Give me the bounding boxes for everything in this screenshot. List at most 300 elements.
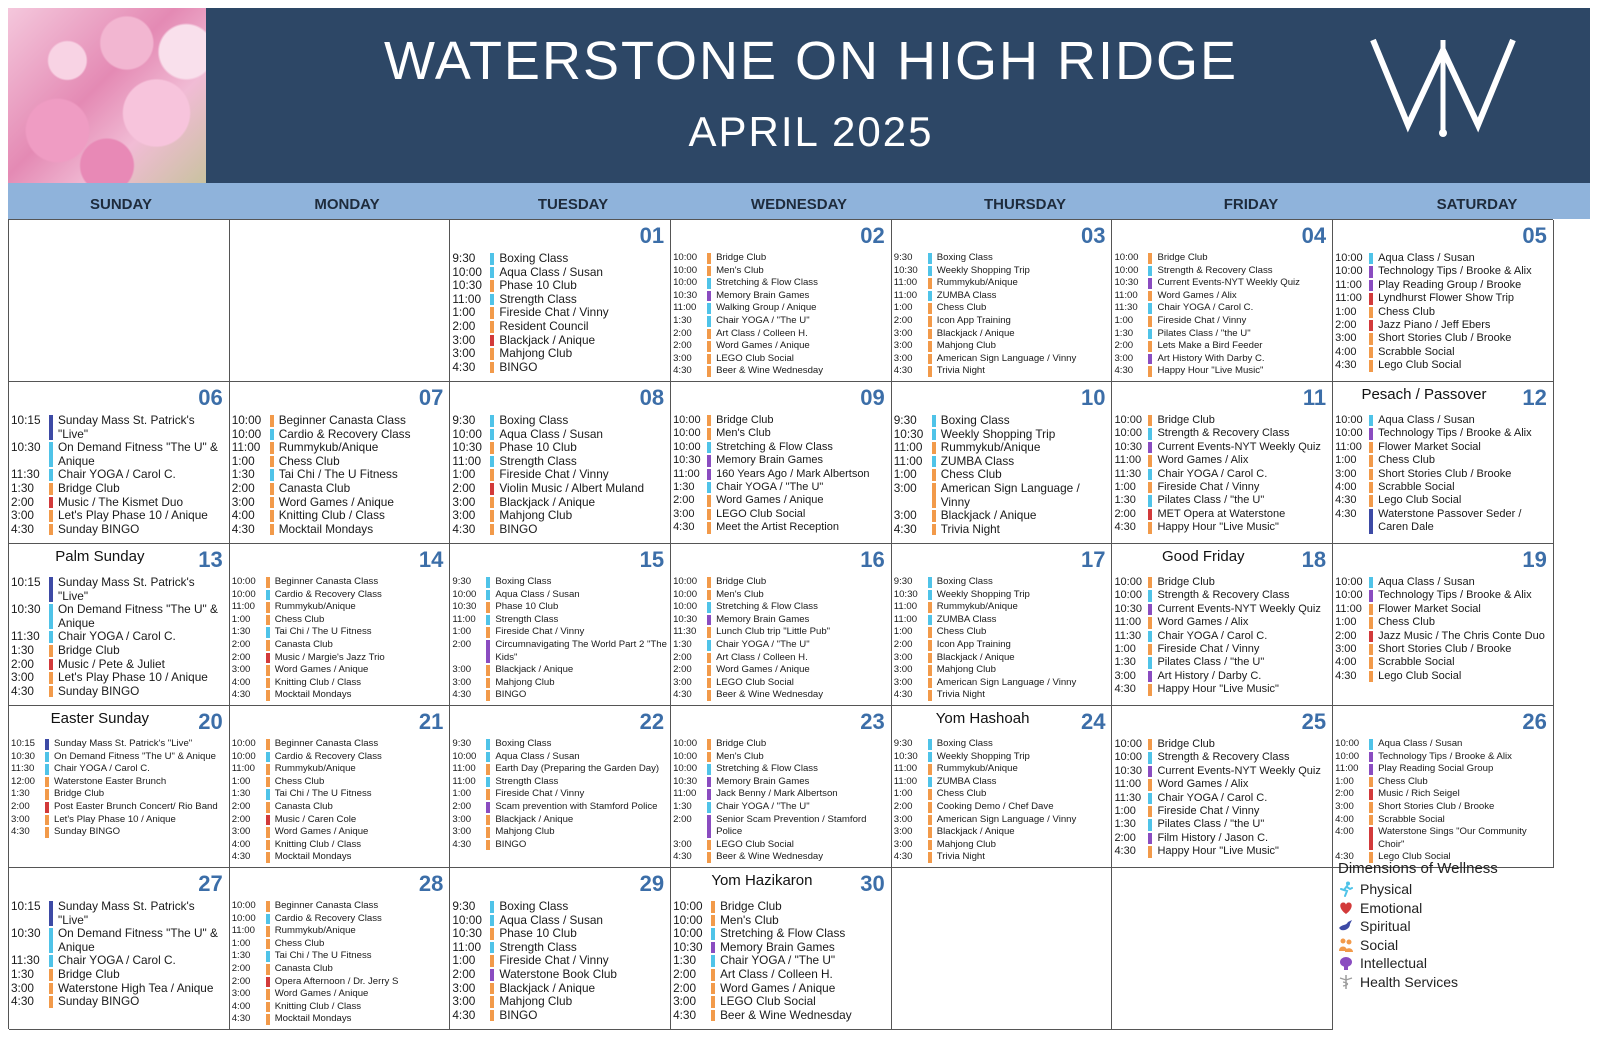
category-color-bar: [490, 983, 494, 995]
category-color-bar: [490, 510, 494, 522]
event-name: Circumnavigating The World Part 2 "The Kids": [495, 638, 667, 663]
category-color-bar: [266, 914, 270, 925]
event-name: Rummykub/Anique: [936, 763, 1018, 775]
category-color-bar: [266, 752, 270, 763]
event-item: [1114, 427, 1330, 440]
event-list: [452, 414, 668, 536]
event-item: [673, 776, 889, 789]
category-color-bar: [490, 942, 494, 954]
event-item: [673, 626, 889, 639]
category-color-bar: [1148, 266, 1152, 277]
event-time: 1:00: [452, 467, 476, 482]
event-item: [11, 814, 227, 827]
category-color-bar: [1148, 671, 1152, 682]
event-name: Lego Club Social: [1378, 851, 1451, 863]
event-item: [11, 468, 227, 482]
category-color-bar: [1369, 577, 1373, 588]
category-color-bar: [486, 764, 490, 775]
event-name: Men's Club: [716, 264, 764, 276]
event-name: Word Games / Alix: [1157, 289, 1237, 301]
category-color-bar: [1369, 631, 1373, 642]
event-item: [673, 365, 889, 378]
event-time: 10:15: [11, 899, 41, 913]
legend-item-emotional: [1338, 899, 1553, 918]
event-item: [452, 738, 668, 751]
event-item: [894, 315, 1110, 328]
category-color-bar: [1148, 819, 1152, 830]
event-item: [1335, 346, 1551, 359]
event-list: [1335, 576, 1551, 683]
category-color-bar: [928, 840, 932, 851]
event-time: 10:15: [11, 575, 41, 589]
event-name: Strength & Recovery Class: [1157, 427, 1290, 440]
day-number: 21: [418, 709, 444, 734]
event-time: 10:00: [1114, 576, 1142, 588]
event-time: 11:00: [673, 302, 697, 314]
event-time: 10:30: [673, 289, 698, 301]
event-name: Art Class / Colleen H.: [720, 966, 833, 981]
event-item: [11, 788, 227, 801]
event-name: Mahjong Club: [936, 340, 996, 352]
event-item: [1114, 302, 1330, 315]
day-number: 14: [418, 547, 444, 572]
category-color-bar: [1148, 617, 1152, 628]
weekday-thursday: THURSDAY: [984, 196, 1066, 213]
category-color-bar: [266, 577, 270, 588]
event-item: [673, 814, 889, 839]
category-color-bar: [707, 366, 711, 377]
event-time: 11:00: [1335, 440, 1362, 453]
caduceus-icon: [1338, 974, 1354, 990]
event-name: Technology Tips / Brooke & Alix: [1378, 427, 1532, 440]
event-time: 2:00: [231, 962, 251, 974]
event-name: Bridge Club: [716, 738, 767, 749]
event-item: [232, 751, 448, 764]
event-item: [452, 968, 668, 982]
category-color-bar: [490, 955, 494, 967]
event-name: BINGO: [499, 521, 538, 536]
event-list: [1114, 252, 1330, 378]
category-color-bar: [270, 497, 274, 509]
event-item: [1114, 845, 1330, 858]
event-name: Aqua Class / Susan: [495, 750, 580, 762]
event-name: Waterstone Easter Brunch: [54, 775, 167, 787]
event-name: Current Events-NYT Weekly Quiz: [1157, 602, 1321, 615]
event-name: Chair YOGA / Carol C.: [1157, 629, 1268, 642]
event-name: Jack Benny / Mark Albertson: [716, 788, 838, 800]
event-name: Happy Hour "Live Music": [1157, 521, 1279, 534]
event-name: Stretching & Flow Class: [720, 926, 846, 941]
event-name: Phase 10 Club: [499, 440, 577, 455]
event-item: [673, 689, 889, 702]
event-item: [673, 441, 889, 454]
event-item: [673, 801, 889, 814]
event-list: [232, 576, 448, 702]
event-name: Let's Play Phase 10 / Anique: [58, 508, 208, 523]
event-time: 1:00: [1114, 805, 1136, 818]
event-time: 2:00: [231, 638, 251, 650]
category-color-bar: [707, 415, 711, 426]
event-item: [894, 839, 1110, 852]
event-name: Beer & Wine Wednesday: [716, 851, 824, 863]
event-item: [452, 482, 668, 496]
event-time: 10:00: [231, 576, 256, 587]
category-color-bar: [928, 291, 932, 302]
event-time: 9:30: [452, 899, 476, 913]
event-time: 2:00: [673, 494, 695, 507]
category-color-bar: [49, 955, 53, 967]
event-item: [232, 801, 448, 814]
event-name: Rummykub/Anique: [278, 440, 379, 455]
event-item: [673, 601, 889, 614]
event-time: 4:00: [231, 508, 255, 523]
event-name: Mocktail Mondays: [274, 851, 352, 863]
event-name: Word Games / Anique: [716, 494, 824, 507]
event-time: 11:00: [1114, 454, 1142, 467]
event-name: Strength & Recovery Class: [1157, 751, 1290, 764]
event-time: 4:30: [893, 689, 913, 701]
category-color-bar: [1148, 604, 1152, 615]
day-cell-14: [230, 544, 451, 706]
day-cell-07: [230, 382, 451, 544]
category-color-bar: [490, 524, 494, 536]
event-time: 4:30: [231, 521, 255, 536]
event-item: [1335, 670, 1551, 683]
event-time: 2:00: [1335, 629, 1357, 642]
event-time: 1:30: [11, 642, 34, 657]
category-color-bar: [266, 827, 270, 838]
event-time: 3:00: [673, 507, 695, 520]
category-color-bar: [928, 366, 932, 377]
category-color-bar: [707, 522, 711, 533]
category-color-bar: [490, 456, 494, 468]
category-color-bar: [49, 983, 53, 995]
event-time: 10:00: [1335, 414, 1363, 426]
event-item: [232, 776, 448, 789]
event-item: [452, 664, 668, 677]
category-color-bar: [932, 442, 936, 454]
event-item: [452, 293, 668, 307]
category-color-bar: [1148, 442, 1152, 453]
event-time: 10:30: [11, 926, 41, 941]
day-cell-21: [230, 706, 451, 868]
event-time: 11:30: [1114, 629, 1142, 642]
category-color-bar: [1148, 846, 1152, 857]
event-time: 3:00: [11, 813, 30, 825]
brain-icon: [1338, 955, 1354, 971]
event-item: [673, 576, 889, 589]
category-color-bar: [1369, 590, 1373, 601]
category-color-bar: [928, 690, 932, 701]
category-color-bar: [1148, 278, 1152, 289]
event-time: 3:00: [11, 508, 34, 523]
event-name: Waterstone Sings "Our Community Choir": [1378, 826, 1527, 850]
event-name: Play Reading Group / Brooke: [1378, 278, 1522, 291]
day-cell-16: [671, 544, 892, 706]
event-item: [1335, 776, 1551, 789]
event-time: 4:30: [11, 521, 34, 536]
event-item: [894, 664, 1110, 677]
event-time: 10:30: [452, 601, 477, 613]
category-color-bar: [490, 348, 494, 360]
category-color-bar: [707, 802, 711, 813]
day-cell-24: [892, 706, 1113, 868]
category-color-bar: [1148, 316, 1152, 327]
event-time: 9:30: [893, 252, 913, 263]
legend-label: Intellectual: [1360, 955, 1427, 972]
event-time: 10:00: [1335, 427, 1363, 440]
event-item: [452, 455, 668, 469]
event-name: Lego Club Social: [1378, 669, 1462, 682]
category-color-bar: [490, 321, 494, 333]
category-color-bar: [49, 483, 53, 495]
event-item: [11, 982, 227, 996]
event-time: 4:30: [1335, 507, 1357, 520]
event-item: [1335, 414, 1551, 427]
event-name: American Sign Language / Vinny: [936, 676, 1077, 688]
event-item: [894, 265, 1110, 278]
event-time: 3:00: [452, 664, 472, 676]
category-color-bar: [45, 802, 49, 813]
event-name: Scrabble Social: [1378, 813, 1445, 825]
day-cell-12: [1333, 382, 1554, 544]
event-name: Stretching & Flow Class: [716, 763, 818, 775]
category-color-bar: [711, 915, 715, 927]
holiday-label: Easter Sunday: [50, 710, 150, 727]
category-color-bar: [711, 928, 715, 940]
category-color-bar: [707, 789, 711, 800]
category-color-bar: [490, 469, 494, 481]
event-name: Aqua Class / Susan: [499, 912, 603, 927]
event-time: 10:00: [452, 912, 482, 927]
event-name: Strength Class: [495, 613, 559, 625]
day-number: 10: [1080, 385, 1106, 410]
category-color-bar: [1369, 333, 1373, 344]
category-color-bar: [1369, 280, 1373, 291]
event-item: [1335, 468, 1551, 481]
event-name: Chair YOGA / Carol C.: [58, 629, 176, 644]
category-color-bar: [928, 678, 932, 689]
category-color-bar: [270, 456, 274, 468]
category-color-bar: [707, 764, 711, 775]
event-name: Strength & Recovery Class: [1157, 589, 1290, 602]
event-time: 1:00: [1114, 314, 1134, 326]
legend-item-health-services: [1338, 973, 1553, 992]
event-name: Fireside Chat / Vinny: [1157, 805, 1260, 818]
category-color-bar: [707, 278, 711, 289]
event-time: 9:30: [893, 576, 913, 587]
event-name: Weekly Shopping Trip: [936, 750, 1030, 762]
event-item: [673, 968, 889, 982]
event-item: [673, 1009, 889, 1023]
event-time: 3:00: [673, 676, 692, 688]
event-name: Music / Rich Seigel: [1378, 788, 1460, 800]
event-name: Beer & Wine Wednesday: [716, 365, 824, 377]
category-color-bar: [707, 509, 711, 520]
event-time: 10:30: [673, 454, 701, 467]
event-item: [673, 468, 889, 481]
event-list: [11, 900, 227, 1009]
calendar-grid: [8, 219, 1553, 1029]
category-color-bar: [1148, 833, 1152, 844]
event-item: [232, 652, 448, 665]
event-name: Current Events-NYT Weekly Quiz: [1157, 277, 1300, 289]
event-name: Chair YOGA / "The U": [716, 314, 810, 326]
event-time: 2:00: [1114, 831, 1136, 844]
event-item: [673, 914, 889, 928]
event-item: [1114, 365, 1330, 378]
event-name: Bridge Club: [1157, 576, 1215, 588]
event-name: Knitting Club / Class: [278, 508, 385, 523]
category-color-bar: [270, 429, 274, 441]
event-name: On Demand Fitness "The U" & Anique: [58, 602, 218, 630]
category-color-bar: [490, 1010, 494, 1022]
event-name: Men's Club: [716, 588, 764, 600]
event-time: 4:00: [231, 838, 251, 850]
event-time: 10:00: [1114, 751, 1142, 764]
event-time: 9:30: [452, 576, 472, 587]
category-color-bar: [1148, 644, 1152, 655]
event-time: 4:30: [1114, 683, 1136, 696]
event-time: 2:00: [893, 800, 913, 812]
category-color-bar: [486, 690, 490, 701]
day-cell-22: [450, 706, 671, 868]
event-item: [1114, 765, 1330, 778]
category-color-bar: [490, 267, 494, 279]
event-name: BINGO: [499, 359, 538, 374]
category-color-bar: [707, 627, 711, 638]
category-color-bar: [490, 969, 494, 981]
event-time: 10:00: [673, 252, 698, 263]
event-name: Word Games / Anique: [278, 494, 394, 509]
event-name: Mahjong Club: [499, 508, 573, 523]
event-item: [11, 630, 227, 644]
event-item: [894, 414, 1110, 428]
event-name: Word Games / Alix: [1157, 778, 1249, 791]
event-name: Chess Club: [1378, 775, 1428, 787]
event-item: [673, 763, 889, 776]
event-name: Boxing Class: [936, 252, 993, 263]
event-time: 11:30: [1114, 791, 1142, 804]
cherry-blossom-photo: [8, 8, 206, 183]
event-name: Walking Group / Anique: [716, 302, 817, 314]
event-item: [1114, 481, 1330, 494]
event-time: 1:30: [1114, 656, 1136, 669]
category-color-bar: [266, 815, 270, 826]
category-color-bar: [266, 852, 270, 863]
category-color-bar: [49, 604, 53, 629]
category-color-bar: [1369, 469, 1373, 480]
event-name: Memory Brain Games: [716, 613, 810, 625]
category-color-bar: [490, 429, 494, 441]
day-number: 16: [860, 547, 885, 572]
event-item: [894, 523, 1110, 537]
event-time: 11:30: [673, 626, 697, 638]
legend-item-social: [1338, 936, 1553, 955]
event-time: 9:30: [452, 413, 476, 427]
category-color-bar: [266, 690, 270, 701]
event-list: [11, 738, 227, 839]
category-color-bar: [266, 939, 270, 950]
event-time: 1:30: [1114, 818, 1136, 831]
event-item: [1335, 738, 1551, 751]
event-item: [894, 677, 1110, 690]
event-time: 11:00: [893, 277, 918, 289]
event-item: [673, 277, 889, 290]
category-color-bar: [928, 253, 932, 264]
event-item: [1335, 826, 1551, 851]
event-item: [1114, 290, 1330, 303]
event-time: 4:30: [452, 1007, 476, 1022]
event-list: [232, 738, 448, 864]
event-item: [673, 738, 889, 751]
event-time: 3:00: [231, 494, 255, 509]
category-color-bar: [707, 469, 711, 480]
event-time: 4:00: [1335, 656, 1357, 669]
category-color-bar: [928, 665, 932, 676]
legend-label: Social: [1360, 936, 1399, 953]
event-time: 1:00: [893, 626, 913, 638]
event-time: 3:00: [231, 664, 251, 676]
weekday-tuesday: TUESDAY: [537, 196, 609, 213]
event-name: Fireside Chat / Vinny: [499, 305, 609, 320]
event-time: 11:00: [1114, 616, 1142, 629]
event-name: Aqua Class / Susan: [499, 264, 603, 279]
event-item: [673, 751, 889, 764]
event-item: [673, 589, 889, 602]
event-item: [673, 851, 889, 864]
event-item: [673, 290, 889, 303]
event-name: Mocktail Mondays: [274, 1013, 352, 1025]
event-name: American Sign Language / Vinny: [936, 352, 1077, 364]
event-name: Lyndhurst Flower Show Trip: [1378, 292, 1515, 305]
event-item: [452, 347, 668, 361]
event-name: Word Games / Anique: [274, 826, 369, 838]
event-name: LEGO Club Social: [716, 352, 794, 364]
category-color-bar: [1148, 482, 1152, 493]
event-name: Lets Make a Bird Feeder: [1157, 340, 1263, 352]
event-name: Blackjack / Anique: [936, 327, 1015, 339]
event-item: [894, 614, 1110, 627]
category-color-bar: [486, 840, 490, 851]
category-color-bar: [1369, 802, 1373, 813]
event-name: Blackjack / Anique: [940, 508, 1037, 523]
category-color-bar: [707, 678, 711, 689]
event-name: Rummykub/Anique: [936, 601, 1018, 613]
category-color-bar: [490, 996, 494, 1008]
category-color-bar: [1369, 617, 1373, 628]
category-color-bar: [928, 354, 932, 365]
category-color-bar: [932, 524, 936, 536]
event-item: [11, 671, 227, 685]
event-name: Happy Hour "Live Music": [1157, 365, 1264, 377]
event-time: 11:30: [11, 467, 40, 482]
event-time: 4:30: [11, 994, 34, 1009]
event-time: 3:00: [673, 352, 692, 364]
category-color-bar: [486, 615, 490, 626]
category-color-bar: [1148, 522, 1152, 533]
event-name: ZUMBA Class: [940, 453, 1015, 468]
event-name: Tai Chi / The U Fitness: [274, 788, 372, 800]
category-color-bar: [1148, 341, 1152, 352]
event-name: Mahjong Club: [936, 664, 996, 676]
event-list: [11, 414, 227, 536]
category-color-bar: [1148, 354, 1152, 365]
event-name: Phase 10 Club: [499, 926, 577, 941]
event-item: [11, 441, 227, 468]
event-name: Chair YOGA / "The U": [720, 953, 836, 968]
event-item: [894, 509, 1110, 523]
